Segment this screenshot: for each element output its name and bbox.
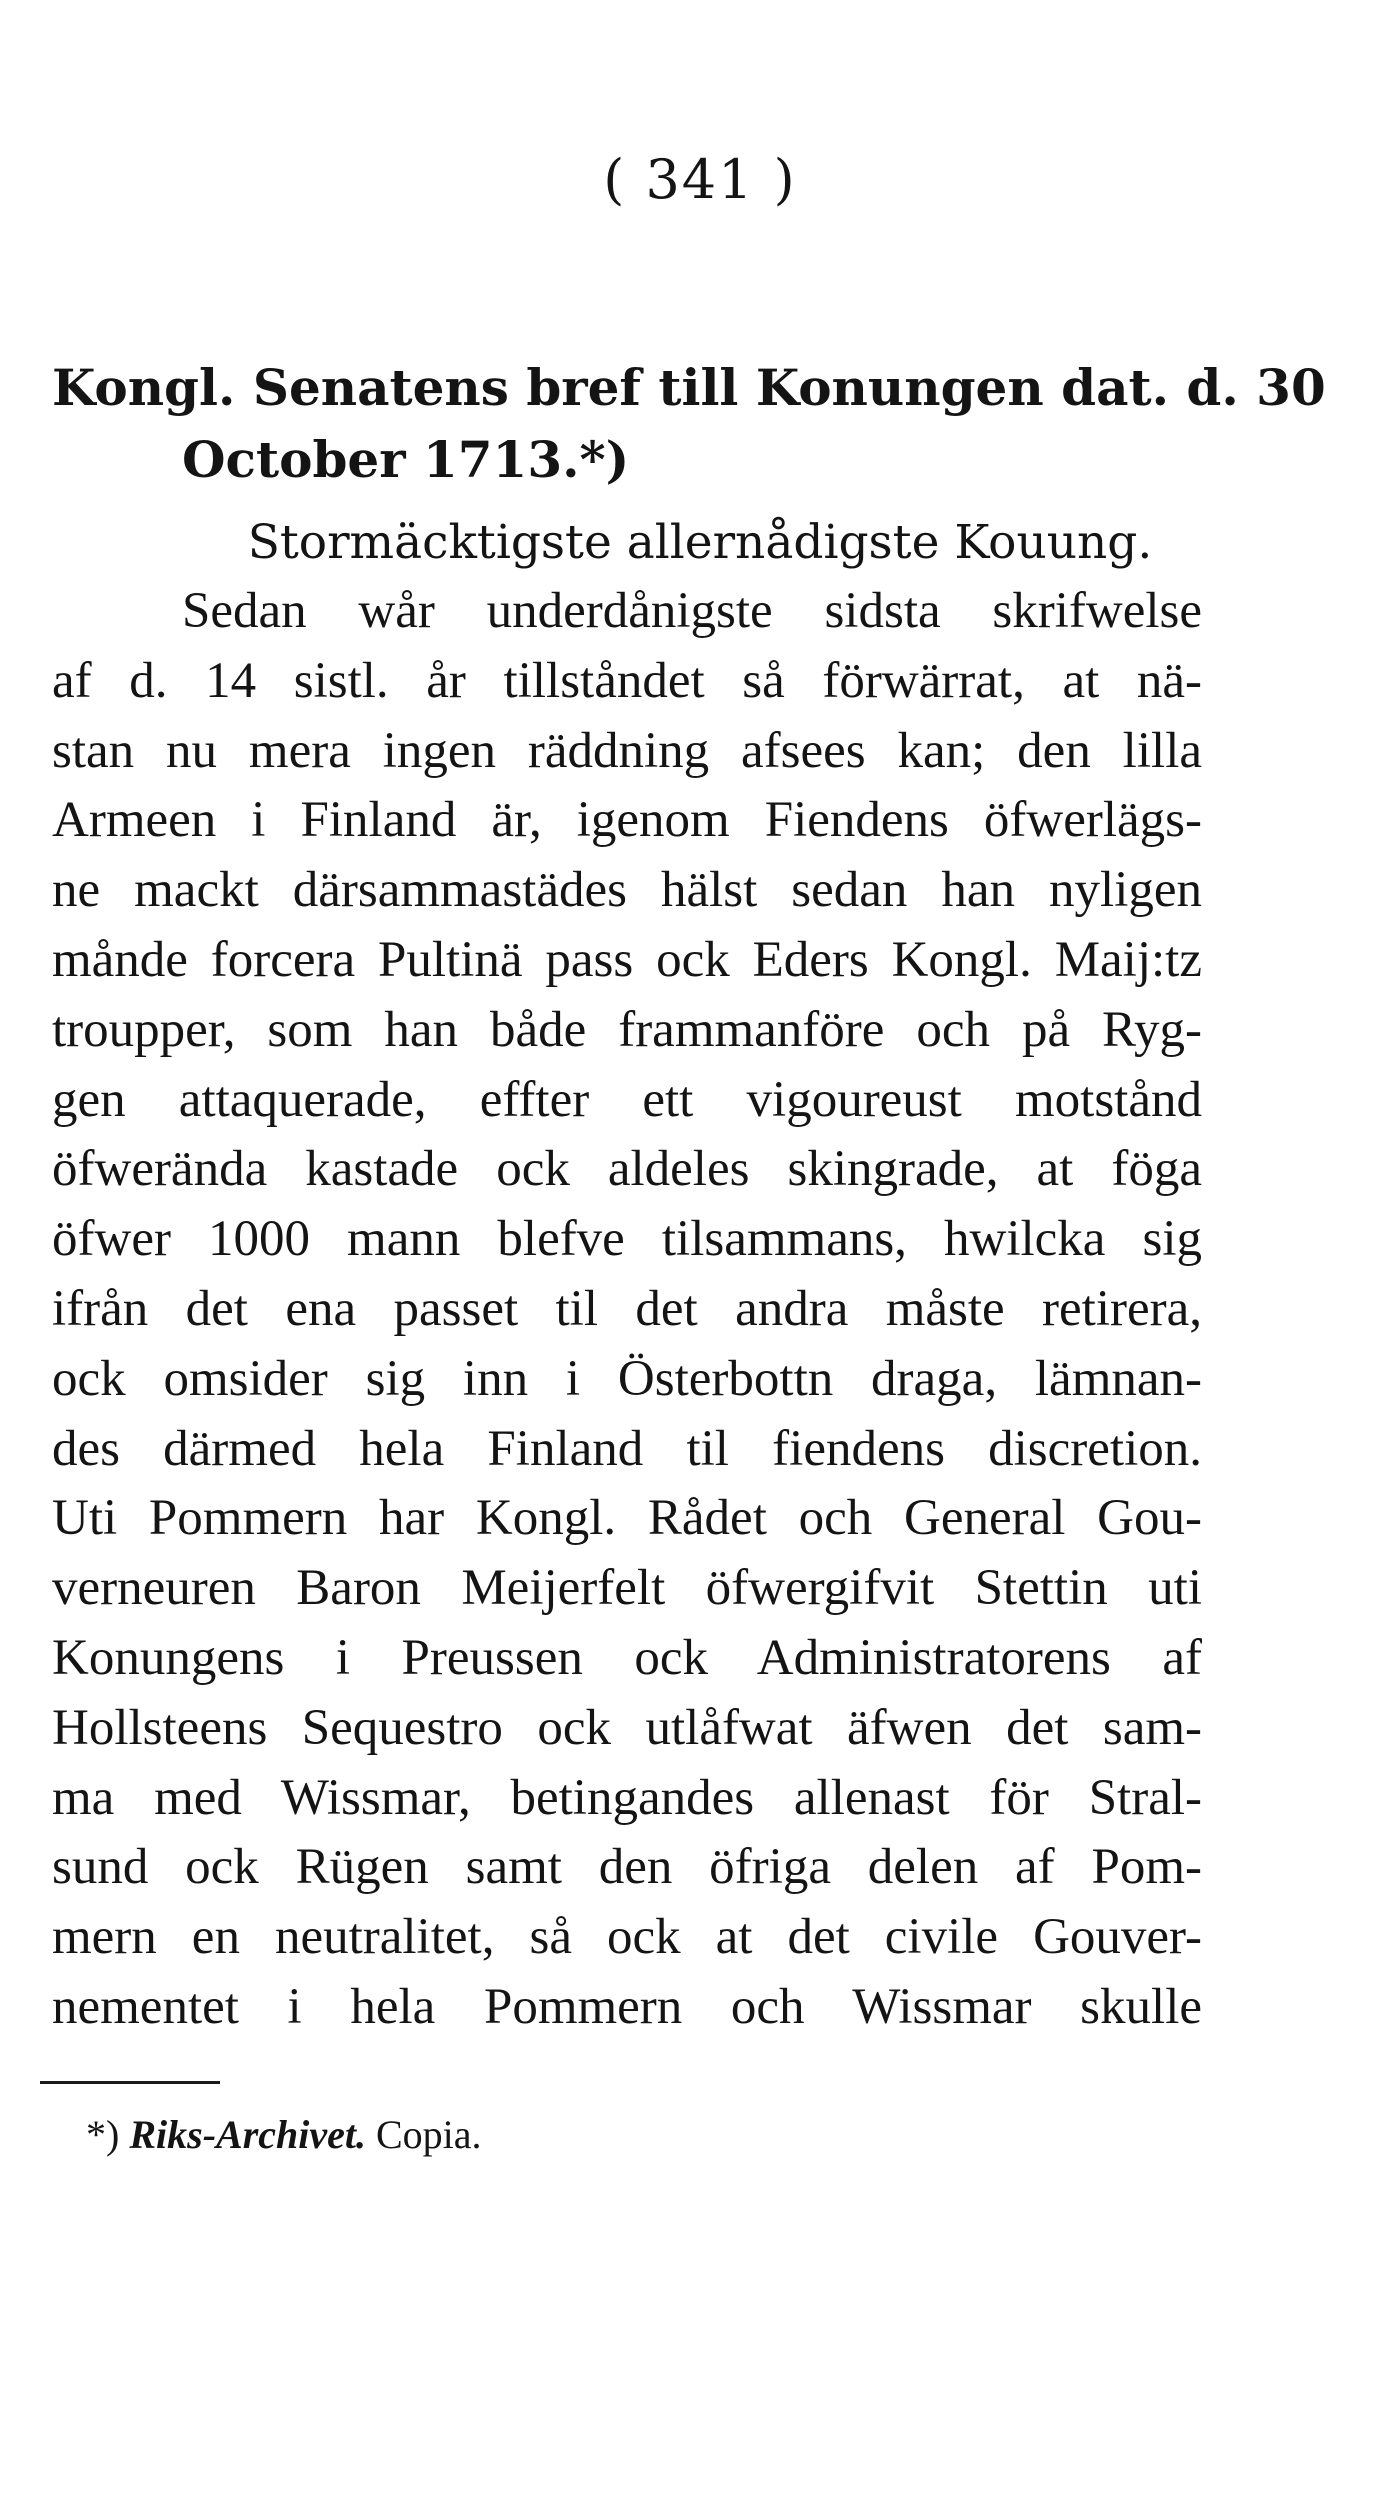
text-line: af d. 14 sistl. år tillståndet så förwärrat, at nä-: [52, 652, 1202, 709]
footnote-rule: [40, 2081, 220, 2084]
footnote-note: Copia.: [376, 2112, 482, 2157]
text-line: mern en neutralitet, så ock at det civile Gouver-: [52, 1909, 1202, 1966]
text-line: Hollsteens Sequestro ock utlåfwat äfwen det sam-: [52, 1699, 1202, 1756]
text-line: ma med Wissmar, betingandes allenast för Stral-: [52, 1769, 1202, 1826]
footnote-marker: *): [86, 2112, 120, 2157]
text-line: troupper, som han både frammanföre och på Ryg-: [52, 1001, 1202, 1058]
text-line: Konungens i Preussen ock Administratorens af: [52, 1629, 1202, 1686]
heading-line-1: Kongl. Senatens bref till Konungen dat. d. 30: [52, 358, 1326, 417]
text-line: Sedan wår underdånigste sidsta skrifwelse: [182, 583, 1202, 639]
letter-heading: [52, 352, 1326, 496]
salutation: Stormäcktigste allernådigste Kouung.: [247, 515, 1153, 570]
text-line: ifrån det ena passet til det andra måste retirera,: [52, 1280, 1202, 1337]
text-line: verneuren Baron Meijerfelt öfwergifvit Stettin uti: [52, 1560, 1202, 1617]
letter-body: [52, 577, 1202, 2043]
text-line: sund ock Rügen samt den öfriga delen af Pom-: [52, 1839, 1202, 1896]
text-line: öfwer 1000 mann blefve tilsammans, hwilcka sig: [52, 1211, 1202, 1268]
text-line: öfwerända kastade ock aldeles skingrade, at föga: [52, 1141, 1202, 1198]
text-line: ock omsider sig inn i Österbottn draga, lämnan-: [52, 1350, 1202, 1407]
text-line: Uti Pommern har Kongl. Rådet och General Gou-: [52, 1490, 1202, 1547]
text-line: gen attaquerade, effter ett vigoureust motstånd: [52, 1071, 1202, 1128]
text-line: månde forcera Pultinä pass ock Eders Kongl. Maij:tz: [52, 931, 1202, 988]
text-line: Armeen i Finland är, igenom Fiendens öfwerlägs-: [52, 792, 1202, 849]
text-line: nementet i hela Pommern och Wissmar skulle: [52, 1978, 1202, 2035]
footnote-source: Riks-Archivet.: [129, 2112, 366, 2157]
heading-line-2: October 1713.*): [182, 430, 630, 489]
text-line: des därmed hela Finland til fiendens discretion.: [52, 1420, 1202, 1477]
footnote: [86, 2107, 482, 2163]
text-line: ne mackt därsammastädes hälst sedan han nyligen: [52, 862, 1202, 919]
text-line: stan nu mera ingen räddning afsees kan; den lilla: [52, 722, 1202, 779]
page-number: ( 341 ): [603, 148, 797, 211]
